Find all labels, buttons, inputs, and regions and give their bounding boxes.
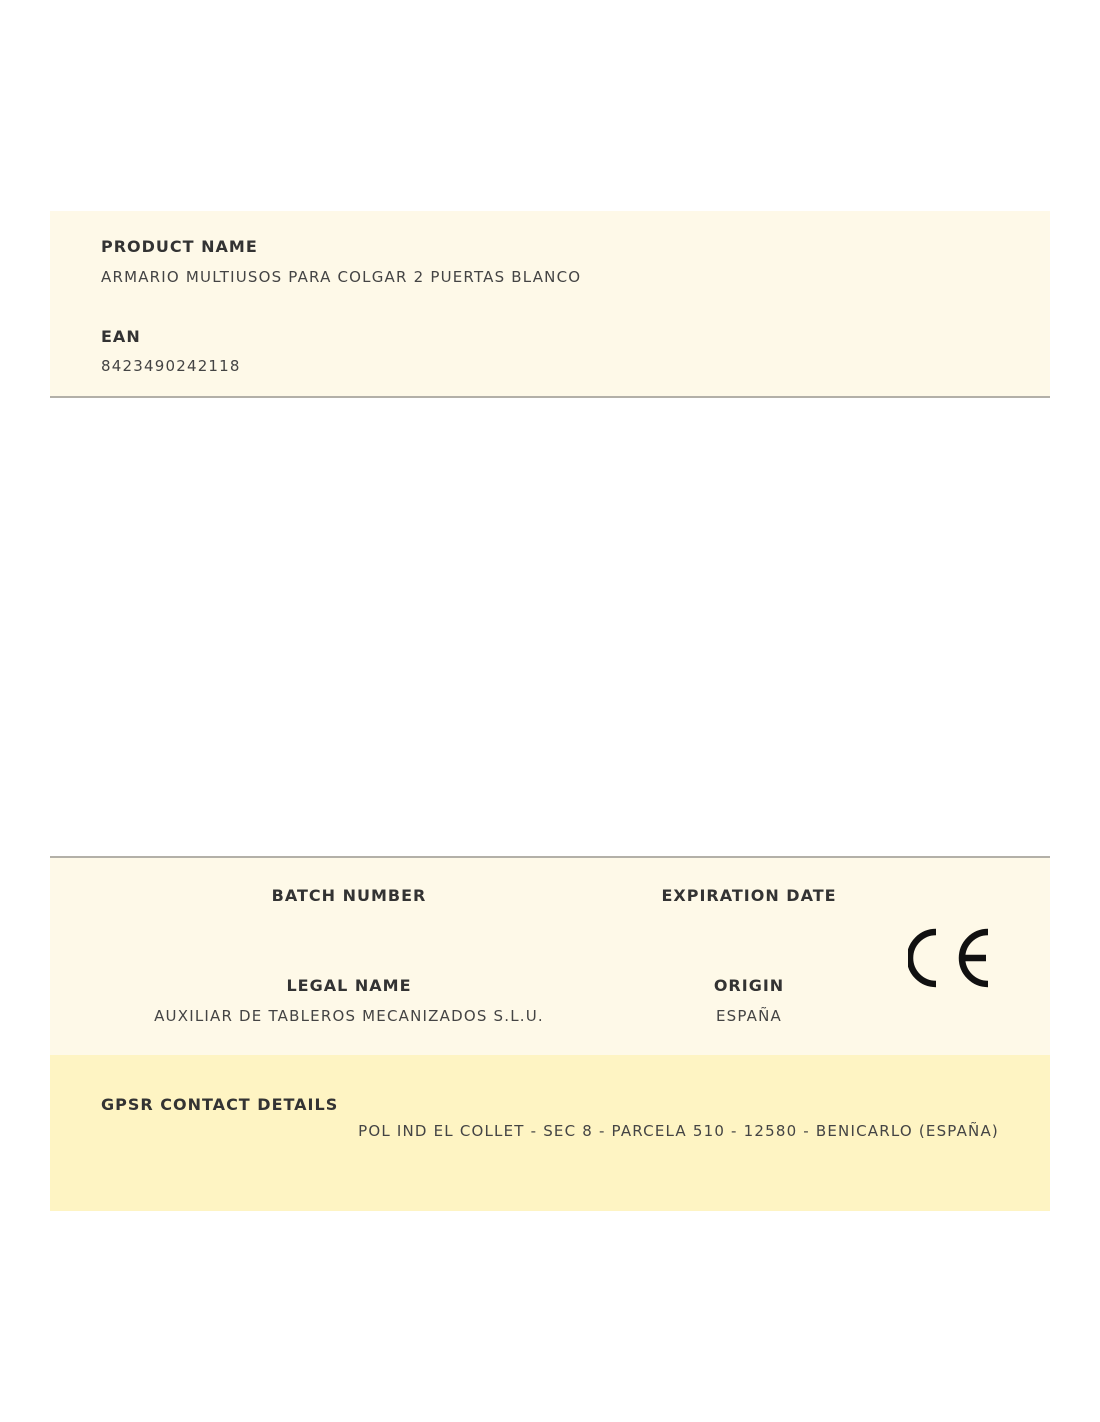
origin-value: ESPAÑA bbox=[715, 1007, 783, 1025]
gpsr-panel bbox=[50, 1055, 1050, 1211]
ean-label: EAN bbox=[101, 327, 141, 346]
product-panel bbox=[50, 211, 1050, 398]
ce-mark-icon bbox=[908, 928, 992, 988]
expiration-date-label: EXPIRATION DATE bbox=[661, 886, 837, 905]
product-name-value: ARMARIO MULTIUSOS PARA COLGAR 2 PUERTAS BLANCO bbox=[101, 268, 582, 286]
origin-label: ORIGIN bbox=[713, 976, 785, 995]
legal-name-label: LEGAL NAME bbox=[286, 976, 412, 995]
product-name-label: PRODUCT NAME bbox=[101, 237, 258, 256]
gpsr-contact-label: GPSR CONTACT DETAILS bbox=[101, 1095, 339, 1114]
ean-value: 8423490242118 bbox=[101, 357, 241, 375]
batch-number-label: BATCH NUMBER bbox=[271, 886, 427, 905]
gpsr-contact-value: POL IND EL COLLET - SEC 8 - PARCELA 510 - 12580 - BENICARLO (ESPAÑA) bbox=[358, 1122, 999, 1140]
legal-name-value: AUXILIAR DE TABLEROS MECANIZADOS S.L.U. bbox=[154, 1007, 544, 1025]
info-panel bbox=[50, 856, 1050, 1057]
